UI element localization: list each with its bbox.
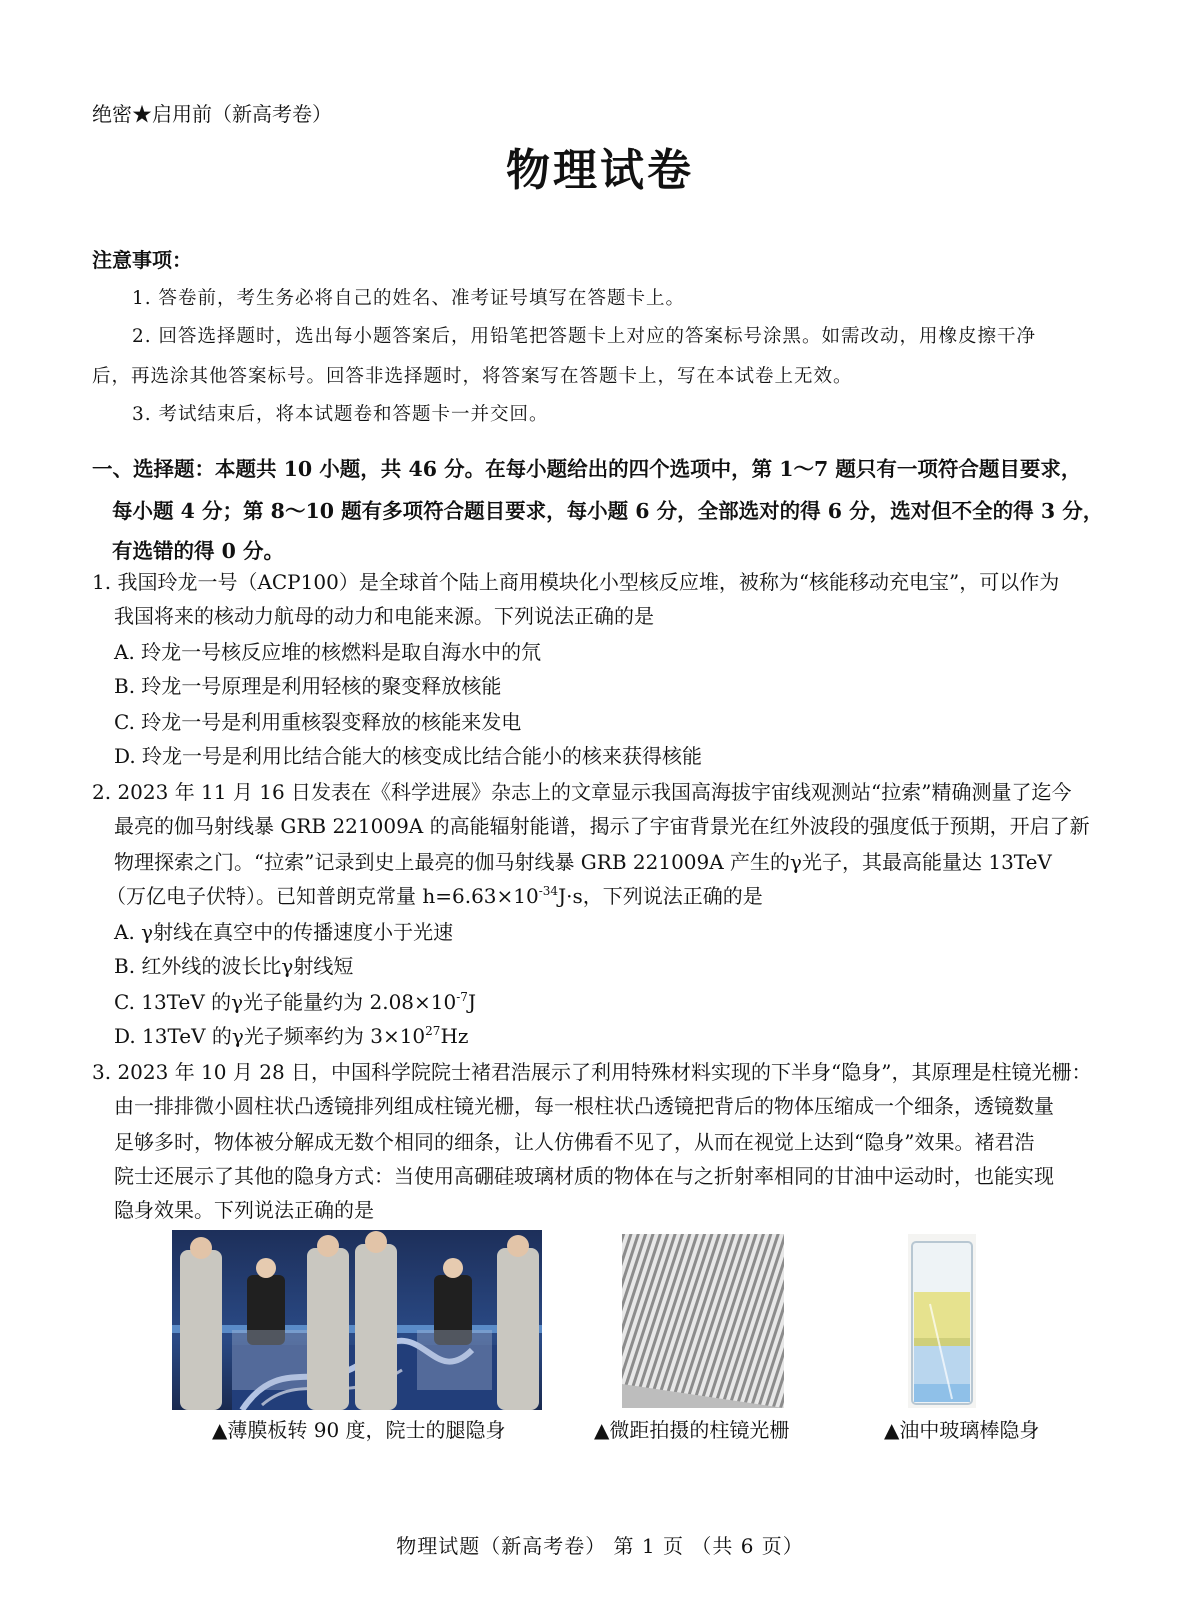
section-heading-cont: 每小题 4 分；第 8～10 题有多项符合题目要求，每小题 6 分，全部选对的得 6 分，选对但不全的得 3 分， bbox=[112, 499, 1104, 523]
text-segment: J bbox=[467, 990, 476, 1014]
text-segment: C. 13TeV 的γ光子能量约为 2.08×10 bbox=[114, 990, 457, 1014]
question-2-stem-cont: 最亮的伽马射线暴 GRB 221009A 的高能辐射能谱，揭示了宇宙背景光在红外波段的强度低于预期，开启了新 bbox=[114, 814, 1090, 838]
lenticular-grating-photo bbox=[622, 1234, 784, 1408]
question-2-stem-cont bbox=[106, 880, 763, 909]
notice-item-1: 1. 答卷前，考生务必将自己的姓名、准考证号填写在答题卡上。 bbox=[132, 288, 686, 309]
stage-photo bbox=[172, 1230, 542, 1410]
question-2-option-c bbox=[114, 986, 476, 1015]
section-heading: 一、选择题：本题共 10 小题，共 46 分。在每小题给出的四个选项中，第 1～7 题只有一项符合题目要求， bbox=[92, 457, 1082, 481]
question-2-stem-cont: 物理探索之门。“拉索”记录到史上最亮的伽马射线暴 GRB 221009A 产生的γ光子，其最高能量达 13TeV bbox=[114, 850, 1052, 874]
text-segment: D. 13TeV 的γ光子频率约为 3×10 bbox=[114, 1024, 426, 1048]
text-segment: J·s，下列说法正确的是 bbox=[558, 884, 763, 908]
question-1-option-a: A. 玲龙一号核反应堆的核燃料是取自海水中的氘 bbox=[114, 640, 542, 664]
figure-2-caption: ▲微距拍摄的柱镜光栅 bbox=[594, 1418, 790, 1442]
page-title: 物理试卷 bbox=[506, 145, 694, 196]
question-2-stem: 2. 2023 年 11 月 16 日发表在《科学进展》杂志上的文章显示我国高海拔宇宙线观测站“拉索”精确测量了迄今 bbox=[92, 780, 1072, 804]
question-1-option-d: D. 玲龙一号是利用比结合能大的核变成比结合能小的核来获得核能 bbox=[114, 744, 703, 768]
question-3-stem-cont: 隐身效果。下列说法正确的是 bbox=[114, 1198, 374, 1222]
question-1-option-c: C. 玲龙一号是利用重核裂变释放的核能来发电 bbox=[114, 710, 522, 734]
question-2-option-b: B. 红外线的波长比γ射线短 bbox=[114, 954, 354, 978]
lenticular-grating-image bbox=[622, 1234, 784, 1408]
question-3-stem-cont: 院士还展示了其他的隐身方式：当使用高硼硅玻璃材质的物体在与之折射率相同的甘油中运动时，也能实现 bbox=[114, 1164, 1054, 1188]
figure-3-caption: ▲油中玻璃棒隐身 bbox=[884, 1418, 1040, 1442]
question-1-option-b: B. 玲龙一号原理是利用轻核的聚变释放核能 bbox=[114, 674, 502, 698]
question-2-option-a: A. γ射线在真空中的传播速度小于光速 bbox=[114, 920, 454, 944]
notice-item-3: 3. 考试结束后，将本试题卷和答题卡一并交回。 bbox=[132, 404, 549, 425]
notice-heading: 注意事项： bbox=[92, 248, 192, 272]
exponent: 27 bbox=[425, 1024, 441, 1038]
confidential-label: 绝密★启用前（新高考卷） bbox=[92, 102, 332, 126]
exponent: -7 bbox=[456, 990, 468, 1004]
glass-rod-in-oil-image bbox=[908, 1234, 976, 1408]
glass-rod-in-oil-photo bbox=[908, 1234, 976, 1408]
notice-item-2-cont: 后，再选涂其他答案标号。回答非选择题时，将答案写在答题卡上，写在本试卷上无效。 bbox=[92, 366, 853, 387]
question-1-stem: 1. 我国玲龙一号（ACP100）是全球首个陆上商用模块化小型核反应堆，被称为“核能移动充电宝”，可以作为 bbox=[92, 570, 1060, 594]
section-heading-cont: 有选错的得 0 分。 bbox=[112, 539, 285, 563]
figure-1-caption: ▲薄膜板转 90 度，院士的腿隐身 bbox=[212, 1418, 506, 1442]
question-1-stem-cont: 我国将来的核动力航母的动力和电能来源。下列说法正确的是 bbox=[114, 604, 654, 628]
question-3-stem-cont: 由一排排微小圆柱状凸透镜排列组成柱镜光栅，每一根柱状凸透镜把背后的物体压缩成一个细条，透镜数量 bbox=[114, 1094, 1054, 1118]
notice-item-2: 2. 回答选择题时，选出每小题答案后，用铅笔把答题卡上对应的答案标号涂黑。如需改动，用橡皮擦干净 bbox=[132, 326, 1037, 347]
question-3-stem: 3. 2023 年 10 月 28 日，中国科学院院士褚君浩展示了利用特殊材料实现的下半身“隐身”，其原理是柱镜光栅： bbox=[92, 1060, 1092, 1084]
stage-photo-image bbox=[172, 1230, 542, 1410]
question-3-stem-cont: 足够多时，物体被分解成无数个相同的细条，让人仿佛看不见了，从而在视觉上达到“隐身”效果。褚君浩 bbox=[114, 1130, 1035, 1154]
exponent: -34 bbox=[538, 884, 559, 898]
text-segment: （万亿电子伏特）。已知普朗克常量 h=6.63×10 bbox=[106, 884, 539, 908]
text-segment: Hz bbox=[440, 1024, 469, 1048]
page-footer: 物理试题（新高考卷） 第 1 页 （共 6 页） bbox=[396, 1534, 804, 1558]
question-2-option-d bbox=[114, 1020, 468, 1049]
